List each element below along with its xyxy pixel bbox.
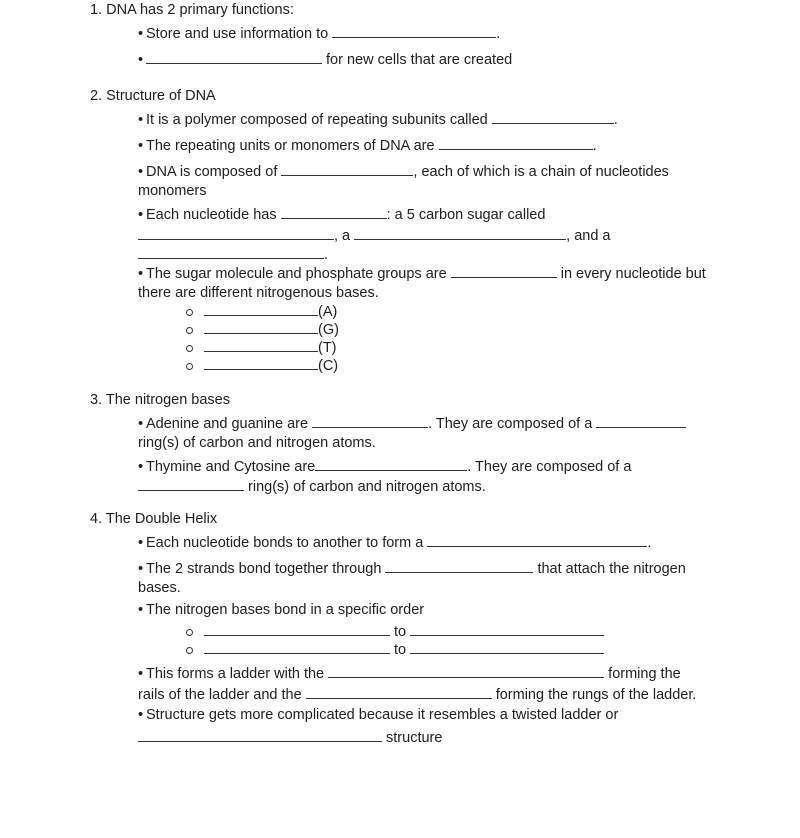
blank[interactable] (312, 414, 428, 428)
base-item: (T) (204, 338, 337, 357)
blank[interactable] (204, 338, 318, 352)
blank[interactable] (328, 664, 604, 678)
s2-bullet-4-cont2: . (138, 245, 328, 264)
blank[interactable] (204, 622, 390, 636)
s2-bullet-3-cont: monomers (138, 183, 207, 199)
blank[interactable] (138, 477, 244, 491)
section-1-heading: 1. DNA has 2 primary functions: (90, 2, 294, 18)
blank[interactable] (204, 640, 390, 654)
blank[interactable] (332, 24, 496, 38)
s3-bullet-1: • Adenine and guanine are . They are composed of a (138, 414, 686, 433)
s2-bullet-3: • DNA is composed of , each of which is a chain of nucleotides (138, 164, 669, 180)
blank[interactable] (204, 302, 318, 316)
sub-bullet-icon (186, 363, 193, 370)
blank[interactable] (596, 414, 686, 428)
s4-bullet-2: • The 2 strands bond together through that attach the nitrogen (138, 561, 686, 577)
blank[interactable] (492, 110, 614, 124)
s4-bullet-5-cont: structure (138, 728, 442, 747)
sub-bullet-icon (186, 629, 193, 636)
pair-item: to (204, 622, 604, 641)
base-item: (C) (204, 356, 338, 375)
blank[interactable] (281, 162, 413, 176)
base-item: (G) (204, 320, 339, 339)
blank[interactable] (427, 533, 647, 547)
s1-bullet-1: • Store and use information to . (138, 26, 501, 42)
s2-bullet-1: • It is a polymer composed of repeating subunits called . (138, 112, 618, 128)
blank[interactable] (451, 264, 557, 278)
pair-item: to (204, 640, 604, 659)
s2-bullet-2: • The repeating units or monomers of DNA are . (138, 138, 597, 154)
sub-bullet-icon (186, 327, 193, 334)
blank[interactable] (138, 226, 334, 240)
section-2-heading: 2. Structure of DNA (90, 88, 216, 104)
s2-bullet-5-cont: there are different nitrogenous bases. (138, 285, 379, 301)
sub-bullet-icon (186, 647, 193, 654)
s2-bullet-4-cont: , a , and a (138, 226, 611, 245)
blank[interactable] (439, 136, 593, 150)
sub-bullet-icon (186, 345, 193, 352)
s1-bullet-2: • for new cells that are created (138, 52, 513, 68)
sub-bullet-icon (186, 309, 193, 316)
blank[interactable] (281, 205, 387, 219)
s4-bullet-1: • Each nucleotide bonds to another to form a . (138, 535, 652, 551)
s4-bullet-5: • Structure gets more complicated because it resembles a twisted ladder or (138, 707, 619, 723)
s3-bullet-2-cont: ring(s) of carbon and nitrogen atoms. (138, 477, 486, 496)
blank[interactable] (410, 640, 604, 654)
s4-bullet-3: • The nitrogen bases bond in a specific order (138, 602, 425, 618)
base-item: (A) (204, 302, 337, 321)
blank[interactable] (410, 622, 604, 636)
s4-bullet-4: • This forms a ladder with the forming the (138, 666, 681, 682)
s2-bullet-5: • The sugar molecule and phosphate groups are in every nucleotide but (138, 266, 706, 282)
section-4-heading: 4. The Double Helix (90, 511, 218, 527)
blank[interactable] (315, 457, 467, 471)
blank[interactable] (306, 685, 492, 699)
blank[interactable] (385, 559, 533, 573)
blank[interactable] (146, 50, 322, 64)
s3-bullet-1-cont: ring(s) of carbon and nitrogen atoms. (138, 435, 376, 451)
blank[interactable] (204, 320, 318, 334)
blank[interactable] (138, 728, 382, 742)
s2-bullet-4: • Each nucleotide has : a 5 carbon sugar called (138, 207, 546, 223)
s4-bullet-4-cont: rails of the ladder and the forming the rungs of the ladder. (138, 687, 697, 703)
s3-bullet-2: • Thymine and Cytosine are . They are composed of a (138, 459, 632, 475)
blank[interactable] (138, 245, 324, 259)
s4-bullet-2-cont: bases. (138, 580, 181, 596)
blank[interactable] (354, 226, 566, 240)
blank[interactable] (204, 356, 318, 370)
section-3-heading: 3. The nitrogen bases (90, 392, 230, 408)
